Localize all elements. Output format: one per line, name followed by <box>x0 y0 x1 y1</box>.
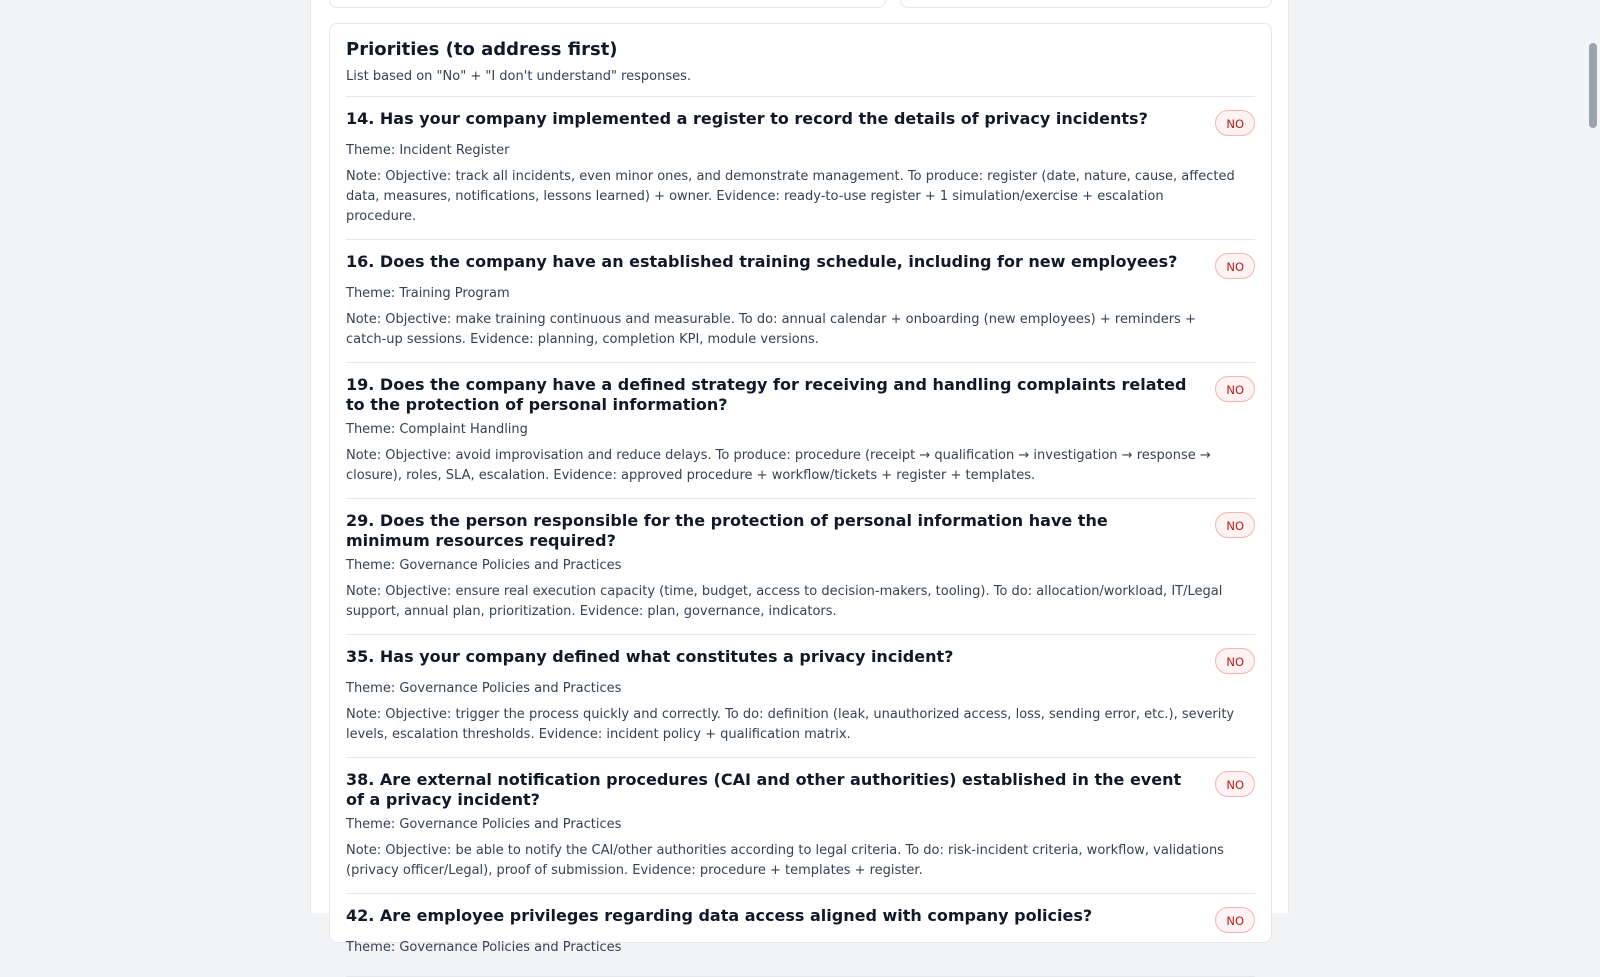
panel-title: Priorities (to address first) <box>346 39 618 60</box>
priority-item <box>346 240 1255 363</box>
status-badge: NO <box>1215 253 1255 279</box>
status-badge: NO <box>1215 376 1255 402</box>
priority-item <box>346 894 1255 977</box>
status-badge: NO <box>1215 771 1255 797</box>
status-badge: NO <box>1215 110 1255 136</box>
scrollbar-thumb[interactable] <box>1589 43 1597 128</box>
priority-item <box>346 499 1255 635</box>
note-text: Note: Objective: be able to notify the CAI/other authorities according to legal criteria. To do: risk-incident criteria, workflow, validations (privacy officer/Legal), proof of submission. Evidence: procedure + templates + register. <box>346 843 1224 878</box>
status-badge: NO <box>1215 648 1255 674</box>
theme-text: Theme: Governance Policies and Practices <box>346 558 622 573</box>
panel-subtitle: List based on "No" + "I don't understand" responses. <box>346 68 1255 97</box>
theme-text: Theme: Complaint Handling <box>346 422 528 437</box>
priority-item <box>346 363 1255 499</box>
note-text: Note: Objective: make training continuous and measurable. To do: annual calendar + onboarding (new employees) + reminders + catch-up sessions. Evidence: planning, completion KPI, module versions. <box>346 312 1196 347</box>
page-scrollbar[interactable] <box>1586 0 1600 913</box>
priorities-panel <box>329 23 1272 955</box>
main-page <box>310 0 1289 955</box>
question-text: 14. Has your company implemented a register to record the details of privacy incidents? <box>346 109 1148 128</box>
question-text: 19. Does the company have a defined strategy for receiving and handling complaints related to the protection of personal information? <box>346 375 1187 414</box>
theme-text: Theme: Governance Policies and Practices <box>346 940 622 955</box>
question-text: 35. Has your company defined what constitutes a privacy incident? <box>346 647 954 666</box>
note-text: Note: Objective: ensure real execution capacity (time, budget, access to decision-makers, tooling). To do: allocation/workload, IT/Legal support, annual plan, prioritization. Evidence: plan, governance, indicators. <box>346 584 1223 619</box>
theme-text: Theme: Training Program <box>346 286 510 301</box>
note-text: Note: Objective: track all incidents, even minor ones, and demonstrate management. To produce: register (date, nature, cause, affected data, measures, notifications, lessons learned) + owner. Evidence: ready-to-use register + 1 simulation/exercise + escalation procedure. <box>346 169 1235 224</box>
priority-item <box>346 97 1255 240</box>
question-text: 38. Are external notification procedures (CAI and other authorities) established in the event of a privacy incident? <box>346 770 1182 809</box>
question-text: 16. Does the company have an established training schedule, including for new employees? <box>346 252 1178 271</box>
question-text: 29. Does the person responsible for the protection of personal information have the minimum resources required? <box>346 511 1108 550</box>
question-text: 42. Are employee privileges regarding data access aligned with company policies? <box>346 906 1093 925</box>
theme-text: Theme: Incident Register <box>346 143 510 158</box>
theme-text: Theme: Governance Policies and Practices <box>346 817 622 832</box>
priority-item <box>346 635 1255 758</box>
status-badge: NO <box>1215 907 1255 933</box>
previous-card-right <box>900 0 1272 8</box>
note-text: Note: Objective: trigger the process quickly and correctly. To do: definition (leak, unauthorized access, loss, sending error, etc.), severity levels, escalation thresholds. Evidence: incident policy + qualification matrix. <box>346 707 1235 742</box>
note-text: Note: Objective: avoid improvisation and reduce delays. To produce: procedure (receipt → qualification → investigation → response → closure), roles, SLA, escalation. Evidence: approved procedure + workflow/tickets + register + templates. <box>346 448 1211 483</box>
status-badge: NO <box>1215 512 1255 538</box>
priority-item <box>346 758 1255 894</box>
theme-text: Theme: Governance Policies and Practices <box>346 681 622 696</box>
previous-card-left <box>329 0 886 8</box>
